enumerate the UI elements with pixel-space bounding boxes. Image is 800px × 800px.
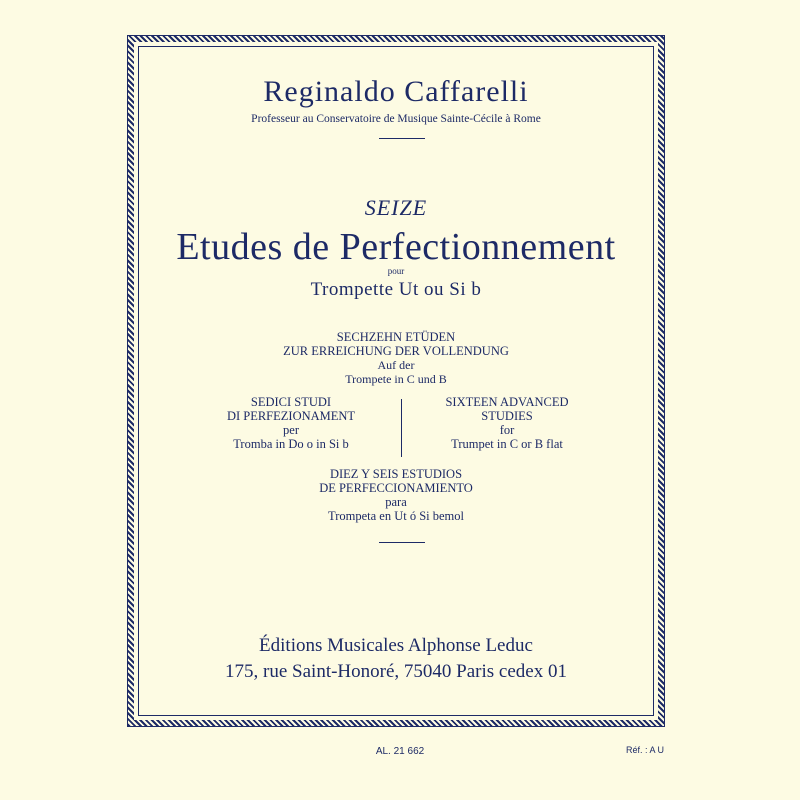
reference-code: Réf. : A U <box>625 745 664 755</box>
instrument-line: Trompette Ut ou Si b <box>310 279 482 300</box>
author-title: Professeur au Conservatoire de Musique Sainte-Cécile à Rome <box>251 113 541 125</box>
italian-line-1: SEDICI STUDI <box>250 395 332 409</box>
title-prefix: SEIZE <box>364 195 428 220</box>
decorative-border <box>128 36 664 726</box>
catalog-code: AL. 21 662 <box>375 746 425 757</box>
italian-line-2: DI PERFEZIONAMENT <box>226 409 356 423</box>
english-line-3: for <box>499 423 515 437</box>
spanish-title-block <box>139 467 653 523</box>
column-divider <box>401 399 402 457</box>
publisher-name: Éditions Musicales Alphonse Leduc <box>259 635 533 656</box>
publisher-address: 175, rue Saint-Honoré, 75040 Paris cedex 01 <box>225 661 567 682</box>
english-line-4: Trumpet in C or B flat <box>451 437 563 451</box>
spanish-line-1: DIEZ Y SEIS ESTUDIOS <box>329 467 463 481</box>
spanish-line-2: DE PERFECCIONAMIENTO <box>319 481 473 495</box>
inner-border <box>138 46 654 716</box>
divider-bottom <box>379 542 425 543</box>
spanish-line-4: Trompeta en Ut ó Si bemol <box>328 509 464 523</box>
author-name: Reginaldo Caffarelli <box>263 75 529 108</box>
english-line-2: STUDIES <box>481 409 533 423</box>
divider-top <box>379 138 425 139</box>
german-line-1: SECHZEHN ETÜDEN <box>336 330 456 344</box>
german-line-2: ZUR ERREICHUNG DER VOLLENDUNG <box>283 344 509 358</box>
english-title-block <box>407 395 607 451</box>
english-line-1: SIXTEEN ADVANCED <box>445 395 569 409</box>
pour-label: pour <box>387 266 405 276</box>
italian-line-4: Tromba in Do o in Si b <box>233 437 349 451</box>
main-title: Etudes de Perfectionnement <box>176 226 616 268</box>
italian-line-3: per <box>283 423 299 437</box>
italian-title-block <box>191 395 391 451</box>
german-line-4: Trompete in C und B <box>345 372 447 386</box>
german-title-block <box>139 330 653 386</box>
german-line-3: Auf der <box>377 358 415 372</box>
spanish-line-3: para <box>385 495 407 509</box>
